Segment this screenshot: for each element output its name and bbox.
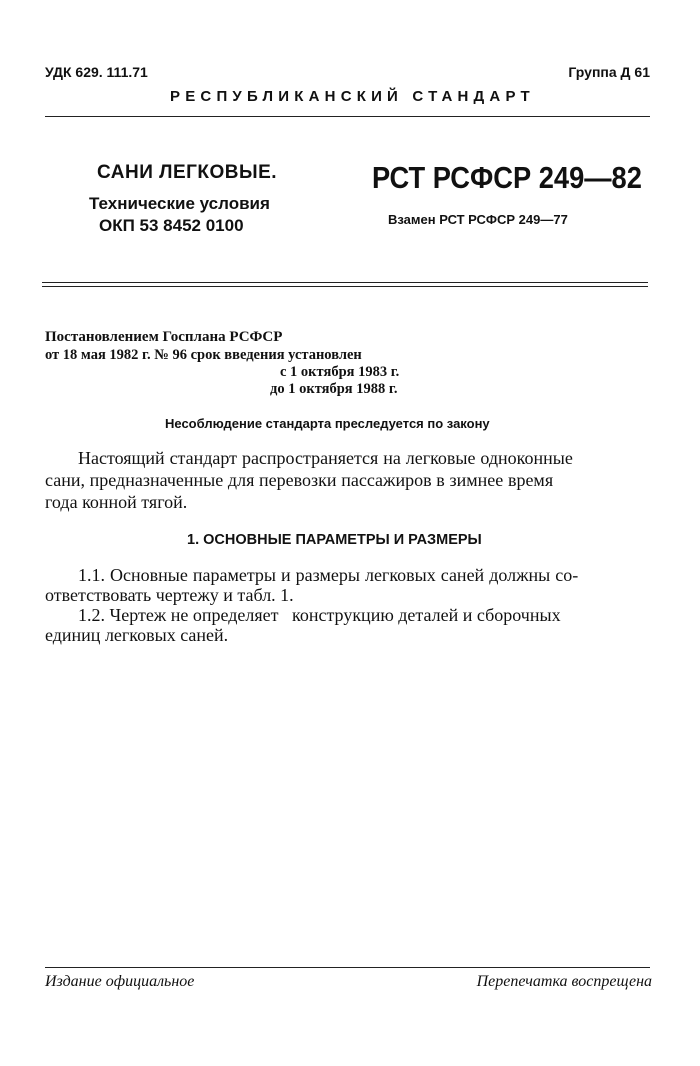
section-1-p2-line-1: 1.2. Чертеж не определяет конструкцию деталей и сборочных bbox=[78, 605, 561, 625]
group-code: Группа Д 61 bbox=[568, 64, 650, 80]
section-1-p1-line-2: ответствовать чертежу и табл. 1. bbox=[45, 585, 294, 605]
udk-code: УДК 629. 111.71 bbox=[45, 64, 148, 80]
decree-line-2: от 18 мая 1982 г. № 96 срок введения установлен bbox=[45, 347, 362, 363]
intro-line-3: года конной тягой. bbox=[45, 492, 188, 512]
document-subtitle: Технические условия bbox=[89, 194, 270, 213]
section-1-p1-line-1: 1.1. Основные параметры и размеры легковых саней должны со- bbox=[78, 565, 579, 585]
section-1-heading: 1. ОСНОВНЫЕ ПАРАМЕТРЫ И РАЗМЕРЫ bbox=[187, 532, 482, 548]
section-1-p2-line-2: единиц легковых саней. bbox=[45, 625, 229, 645]
replaces-standard: Взамен РСТ РСФСР 249—77 bbox=[388, 212, 568, 227]
footer-reprint-prohibited: Перепечатка воспрещена bbox=[476, 973, 652, 990]
intro-line-1: Настоящий стандарт распространяется на легковые одноконные bbox=[78, 448, 573, 468]
okp-code: ОКП 53 8452 0100 bbox=[99, 216, 244, 235]
decree-line-4: до 1 октября 1988 г. bbox=[270, 381, 398, 397]
title-rule-upper bbox=[42, 282, 648, 283]
title-rule-lower bbox=[42, 286, 648, 287]
document-title: САНИ ЛЕГКОВЫЕ. bbox=[97, 162, 278, 183]
standard-code: РСТ РСФСР 249—82 bbox=[372, 160, 642, 195]
header-rule bbox=[45, 116, 650, 117]
decree-line-3: с 1 октября 1983 г. bbox=[280, 364, 400, 380]
decree-line-1: Постановлением Госплана РСФСР bbox=[45, 329, 283, 345]
footer-rule bbox=[45, 967, 650, 968]
standard-type: РЕСПУБЛИКАНСКИЙ СТАНДАРТ bbox=[170, 88, 535, 105]
footer-official-edition: Издание официальное bbox=[45, 973, 195, 990]
legal-notice: Несоблюдение стандарта преследуется по закону bbox=[165, 416, 490, 431]
intro-line-2: сани, предназначенные для перевозки пассажиров в зимнее время bbox=[45, 470, 554, 490]
